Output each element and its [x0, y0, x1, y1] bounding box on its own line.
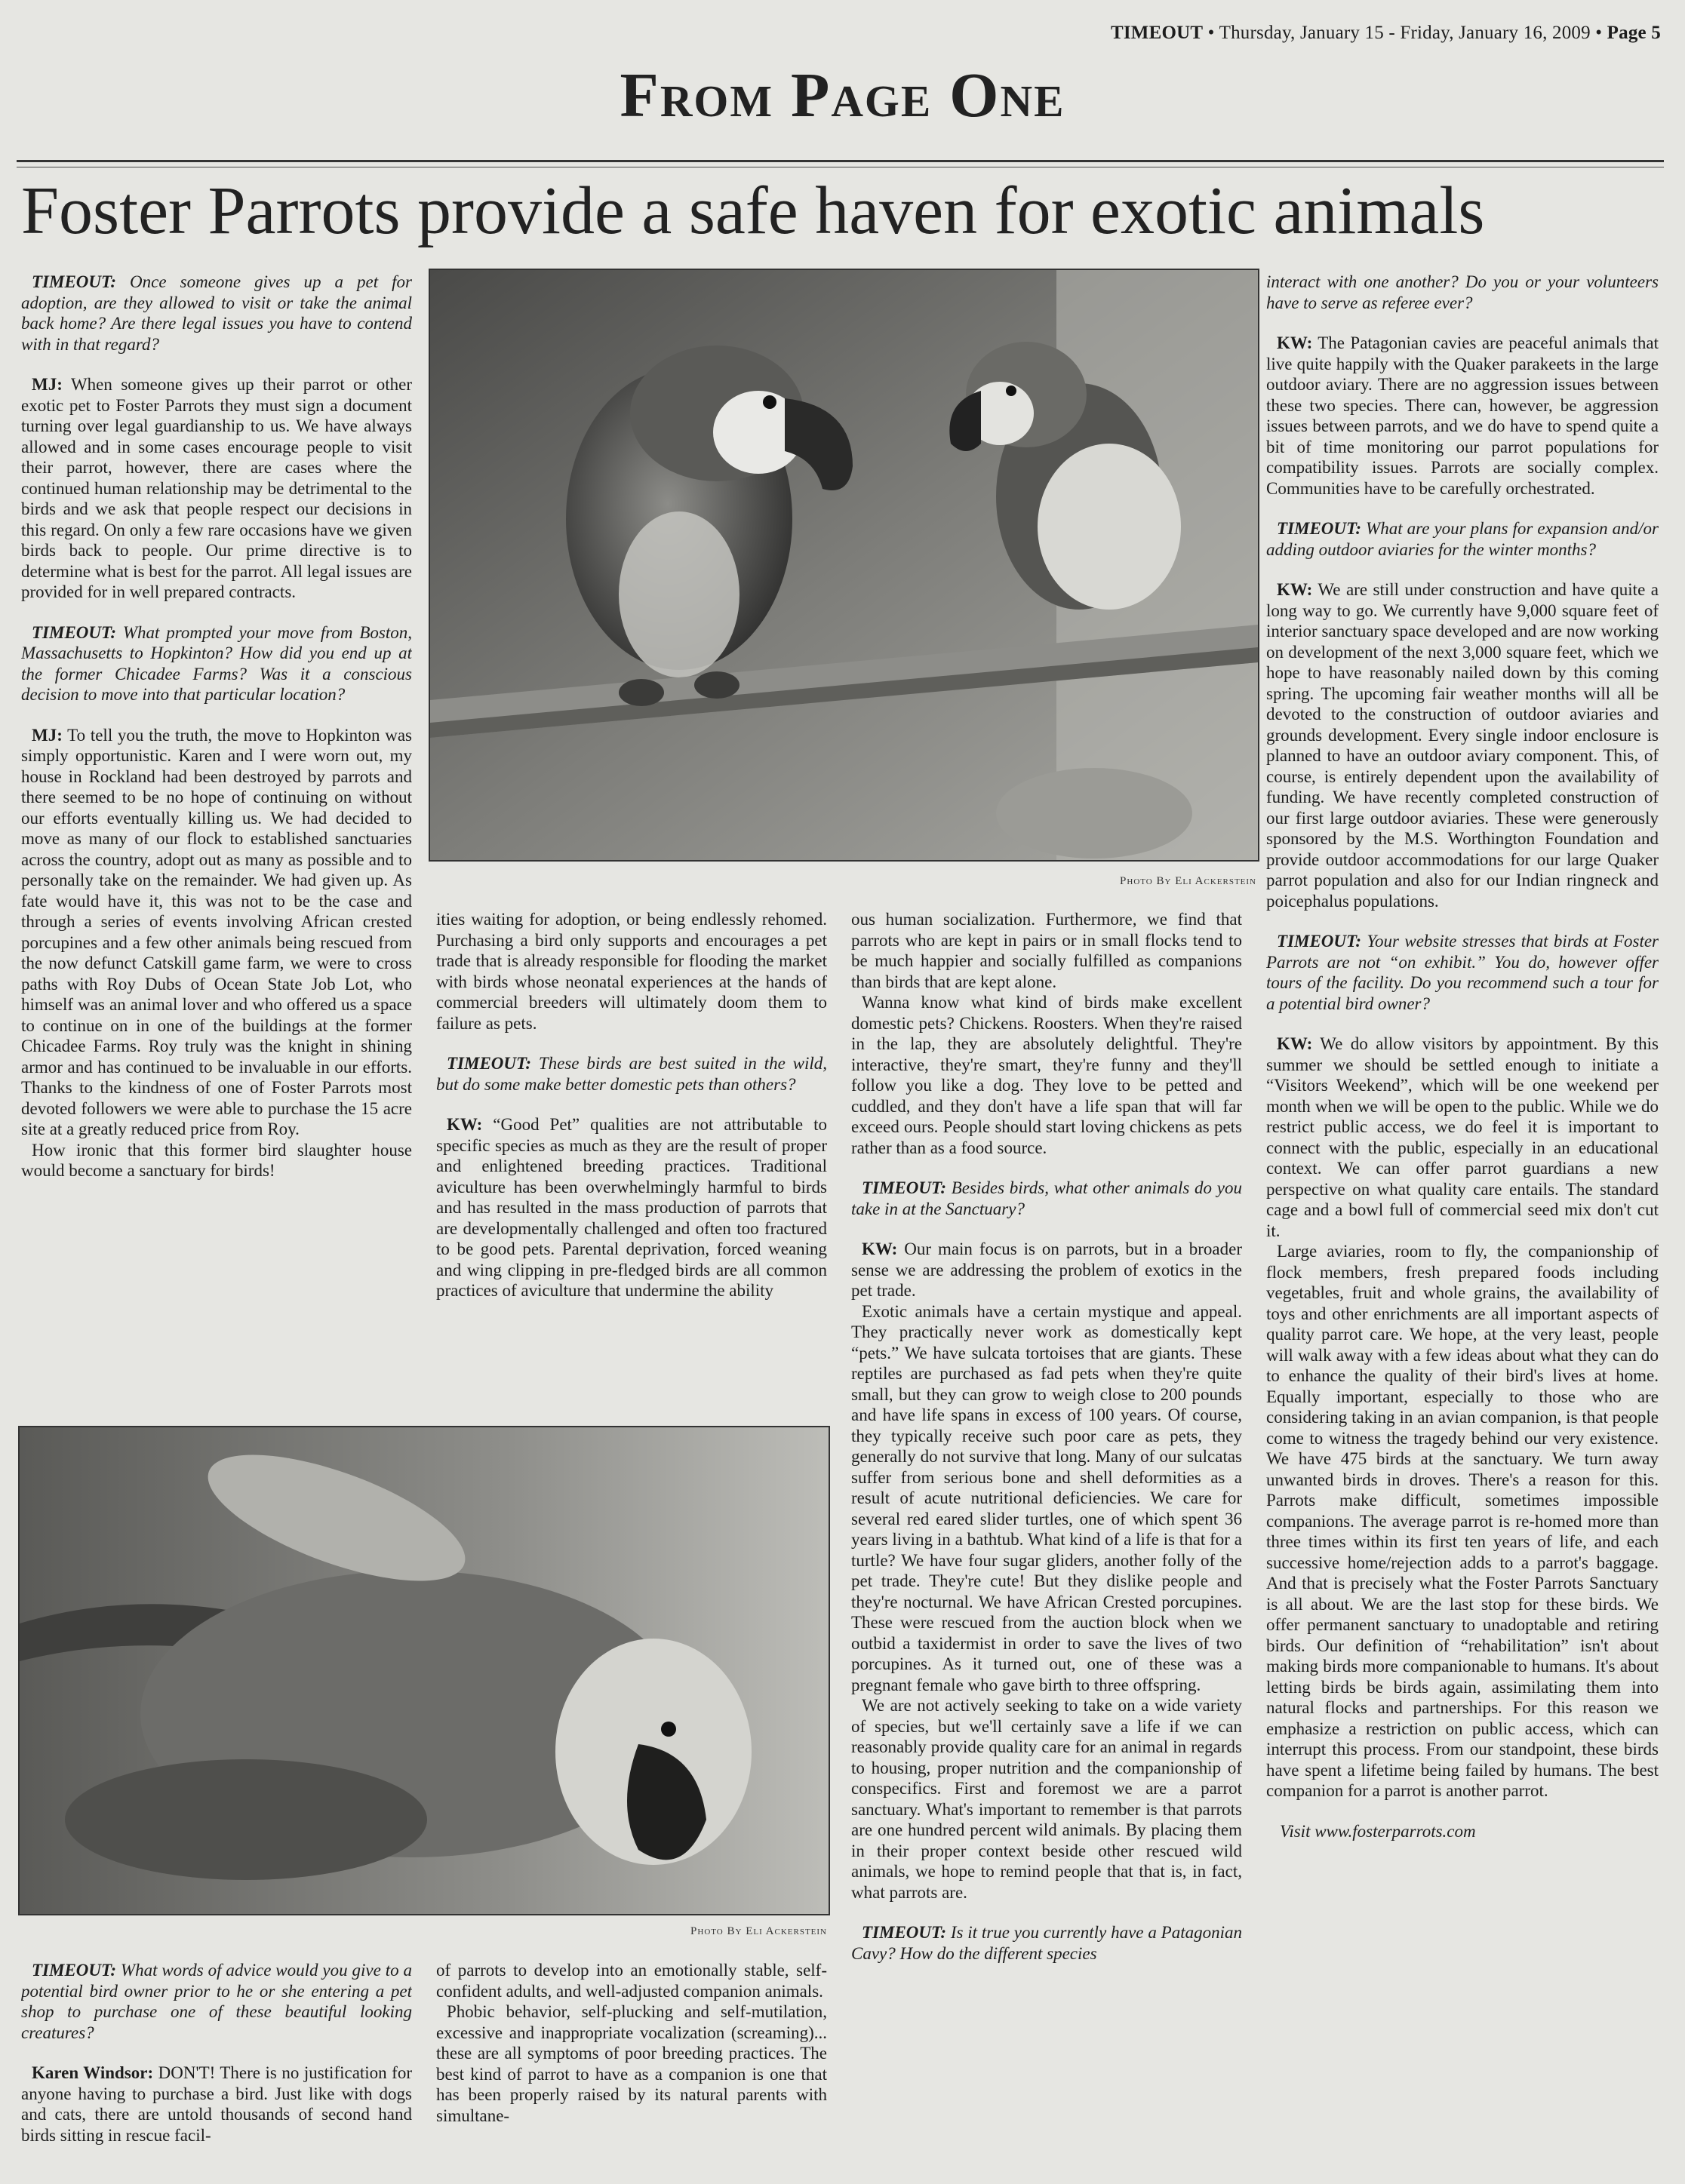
paragraph	[1266, 579, 1659, 911]
photo-credit-top: Photo By Eli Ackerstein	[1120, 875, 1256, 887]
paragraph-text: ities waiting for adoption, or being endlessly rehomed. Purchasing a bird only supports and encourages a pet trade that is already responsible for flooding the market with birds whose neonatal experiences at the hands of commercial breeders will ultimately doom them to failure as pets.	[436, 910, 827, 1033]
speaker: TIMEOUT:	[862, 1923, 947, 1942]
paragraph-text: Large aviaries, room to fly, the companionship of flock members, fresh prepared foods including vegetables, fruit and whole grains, the availability of toys and other enrichments are all important aspects of quality parrot care. We hope, at the very least, people will walk away with a few ideas about what they can do to enhance the quality of their bird's lives at home. Equally important, especially to those who are considering taking in an avian companion, is that people come to witness the tragedy behind our very existence. We have 475 birds at the sanctuary. We turn away unwanted birds in droves. There's a reason for this. Parrots make difficult, sometimes impossible companions. The average parrot is re-homed more than three times within its first ten years of life, and each successive home/rejection adds to a parrot's baggage. And that is precisely what the Foster Parrots Sanctuary is all about. We are the last stop for these birds. We offer permanent sanctuary to unadoptable and retiring birds. Our definition of “rehabilitation” isn't about making birds more companionable to humans. It's about letting birds be birds again, assimilating them into natural flocks and partnerships. For this reason we emphasize a restriction on public access, which can interrupt this process. From our standpoint, these birds have spent a lifetime being failed by humans. The best companion for a parrot is another parrot.	[1266, 1242, 1659, 1800]
speaker: MJ:	[32, 375, 63, 394]
paragraph	[851, 1178, 1242, 1219]
paragraph	[436, 909, 827, 1034]
paragraph-text: of parrots to develop into an emotionally stable, self-confident adults, and well-adjusted companion animals.	[436, 1961, 827, 2001]
paragraph	[21, 725, 412, 1140]
paragraph	[1266, 518, 1659, 560]
paper-name: TIMEOUT	[1110, 23, 1204, 43]
paragraph-text: These birds are best suited in the wild, but do some make better domestic pets than others?	[436, 1054, 827, 1094]
speaker: TIMEOUT:	[32, 622, 117, 642]
paragraph-text: Once someone gives up a pet for adoption, are they allowed to visit or take the animal back home? Are there legal issues you have to contend with in that regard?	[21, 272, 412, 354]
paragraph-text: interact with one another? Do you or your volunteers have to serve as referee ever?	[1266, 272, 1659, 312]
speaker: TIMEOUT:	[1277, 932, 1362, 951]
paragraph	[1266, 931, 1659, 1014]
speaker: TIMEOUT:	[1277, 519, 1362, 538]
paragraph	[436, 1960, 827, 2001]
paragraph	[1266, 1034, 1659, 1241]
macaws-illustration	[430, 270, 1258, 860]
paragraph-text: DON'T! There is no justification for anyone having to purchase a bird. Just like with dogs and cats, there are untold thousands of second hand birds sitting in rescue facil-	[21, 2063, 412, 2145]
paragraph-text: What prompted your move from Boston, Massachusetts to Hopkinton? How did you end up at the former Chicadee Farms? Was it a conscious decision to move into that particular location?	[21, 622, 412, 704]
paragraph-text: When someone gives up their parrot or other exotic pet to Foster Parrots they must sign a document turning over legal guardianship to us. We have always allowed and in some cases encourage people to visit their parrot, however, there are cases where the continued human relationship may be detrimental to the birds and we ask that people respect our decisions in this regard. On only a few rare occasions have we given birds back to people. Our prime directive is to determine what is best for the parrot. All legal issues are provided for in well prepared contracts.	[21, 375, 412, 601]
paragraph	[21, 374, 412, 603]
speaker: KW:	[447, 1115, 483, 1134]
paragraph-text: We are not actively seeking to take on a wide variety of species, but we'll certainly save a life if we can reasonably provide quality care for an animal in regards to housing, proper nutrition and the companionship of conspecifics. First and foremost we are a parrot sanctuary. What's important to remember is that parrots are one hundred percent wild animals. By placing them in their proper context beside other rescued wild animals, we hope to remind people that that is, in fact, what parrots are.	[851, 1696, 1242, 1902]
paragraph	[851, 1695, 1242, 1903]
paragraph	[21, 622, 412, 705]
speaker: KW:	[1277, 580, 1313, 599]
paragraph-text: How ironic that this former bird slaughter house would become a sanctuary for birds!	[21, 1140, 412, 1180]
paragraph	[21, 272, 412, 355]
paragraph-text: Phobic behavior, self-plucking and self-mutilation, excessive and inappropriate vocalization (screaming)... these are all symptoms of poor breeding practices. The best kind of parrot to have as a companion is one that has been properly raised by its natural parents with simultane-	[436, 2002, 827, 2125]
paragraph	[436, 1114, 827, 1301]
parrot-illustration	[20, 1427, 829, 1914]
paragraph	[1266, 272, 1659, 313]
photo-credit-bottom: Photo By Eli Ackerstein	[690, 1925, 827, 1937]
paragraph	[1266, 1241, 1659, 1802]
paragraph-text: Our main focus is on parrots, but in a broader sense we are addressing the problem of exotics in the pet trade.	[851, 1239, 1242, 1300]
header-separator-2: •	[1590, 23, 1607, 43]
column-1	[21, 272, 412, 1377]
paragraph-text: The Patagonian cavies are peaceful animals that live quite happily with the Quaker parakeets in the large outdoor aviary. There are no aggression issues between these two species. There can, however, be aggression issues between parrots, and we do have to spend quite a bit of time monitoring our parrot populations for compatibility issues. Parrots are socially complex. Communities have to be carefully orchestrated.	[1266, 333, 1659, 498]
speaker: MJ:	[32, 725, 63, 745]
paragraph	[851, 992, 1242, 1158]
speaker: KW:	[862, 1239, 898, 1258]
paragraph-text: Is it true you currently have a Patagonian Cavy? How do the different species	[851, 1923, 1242, 1963]
paragraph-text: Exotic animals have a certain mystique and appeal. They practically never work as domestically kept “pets.” We have sulcata tortoises that are giants. These reptiles are purchased as fad pets when they're quite small, but they can grow to weigh close to 200 pounds and have life spans in excess of 100 years. Of course, they typically receive such poor care as pets, they generally do not survive that long. Many of our sulcatas suffer from serious bone and shell deformities as a result of acute nutritional deficiencies. We care for several red eared slider turtles, one of which spent 36 years living in a bathtub. What kind of a life is that for a turtle? We have four sugar gliders, another folly of the pet trade. They're cute! But they dislike people and they're nocturnal. We have African Crested porcupines. These were rescued from the auction block when we outbid a taxidermist in order to save the lives of two porcupines. As it turned out, one of these was a pregnant female who gave birth to three offspring.	[851, 1301, 1242, 1694]
column-2	[436, 909, 827, 1392]
paragraph-text: We are still under construction and have quite a long way to go. We currently have 9,000 square feet of interior sanctuary space developed and are now working on development of the next 3,000 square feet, which we hope to have reasonably nailed down by this coming spring. The upcoming fair weather months will all be devoted to the construction of outdoor aviaries and grounds development. Every single indoor enclosure is planned to have an outdoor aviary component. This, of course, is entirely dependent upon the availability of funding. We have recently completed construction of our first large outdoor aviaries. These were generously sponsored by the M.S. Worthington Foundation and provide outdoor accommodations for our large Quaker parrot population and also for our Indian ringneck and poicephalus populations.	[1266, 580, 1659, 911]
column-2-bottom	[436, 1960, 827, 2179]
paragraph	[851, 1239, 1242, 1301]
paragraph	[851, 1922, 1242, 1964]
speaker: TIMEOUT:	[32, 1961, 117, 1980]
paragraph	[21, 1960, 412, 2043]
speaker: TIMEOUT:	[862, 1178, 947, 1197]
issue-date: Thursday, January 15 - Friday, January 16, 2009	[1219, 23, 1591, 43]
paragraph	[436, 2001, 827, 2126]
paragraph-text: Besides birds, what other animals do you take in at the Sanctuary?	[851, 1178, 1242, 1218]
paragraph	[851, 909, 1242, 992]
speaker: KW:	[1277, 1034, 1313, 1053]
page-header	[1111, 23, 1661, 44]
column-4	[1266, 272, 1659, 2179]
speaker: KW:	[1277, 333, 1313, 352]
paragraph-text: ous human socialization. Furthermore, we find that parrots who are kept in pairs or in small flocks tend to be much happier and socially fulfilled as companions than birds that are kept alone.	[851, 910, 1242, 991]
paragraph-text: What are your plans for expansion and/or adding outdoor aviaries for the winter months?	[1266, 519, 1659, 559]
macaws-photo	[429, 269, 1259, 862]
speaker: Karen Windsor:	[32, 2063, 154, 2082]
paragraph-text: We do allow visitors by appointment. By this summer we should be settled enough to initiate a “Visitors Weekend”, which will be one weekend per month when we will be open to the public. While we do restrict public access, we do feel it is important to connect with the public, especially in an educational context. We can offer parrot guardians a new perspective on what quality care entails. The standard cage and a bowl full of commercial seed mix don't cut it.	[1266, 1034, 1659, 1240]
speaker: TIMEOUT:	[32, 272, 117, 291]
paragraph	[21, 1140, 412, 1181]
column-3	[851, 909, 1242, 2179]
paragraph	[436, 1053, 827, 1095]
section-kicker: From Page One	[620, 60, 1065, 131]
paragraph-text: What words of advice would you give to a potential bird owner prior to he or she entering a pet shop to purchase one of these beautiful looking creatures?	[21, 1961, 412, 2042]
paragraph-text: Your website stresses that birds at Foster Parrots are not “on exhibit.” You do, however offer tours of the facility. Do you recommend such a tour for a potential bird owner?	[1266, 932, 1659, 1013]
header-separator: •	[1203, 23, 1219, 43]
column-1-bottom	[21, 1960, 412, 2179]
parrot-photo	[18, 1426, 830, 1915]
headline: Foster Parrots provide a safe haven for exotic animals	[21, 174, 1485, 248]
paragraph	[21, 2063, 412, 2146]
page-number: Page 5	[1607, 23, 1661, 43]
paragraph	[851, 1301, 1242, 1696]
website-link[interactable]: Visit www.fosterparrots.com	[1280, 1821, 1476, 1841]
speaker: TIMEOUT:	[447, 1054, 532, 1073]
paragraph-text: To tell you the truth, the move to Hopkinton was simply opportunistic. Karen and I were worn out, my house in Rockland had been destroyed by parrots and there seemed to be no hope of continuing on without our efforts eventually killing us. We had decided to move as many of our flock to established sanctuaries across the country, adopt out as many as possible and to personally take on the remainder. We had given up. As fate would have it, this was not to be the case and through a series of events involving African crested porcupines and a few other animals being rescued from the now defunct Catskill game farm, we were to cross paths with Roy Dubs of Ocean State Job Lot, who himself was an animal lover and who offered us a space to continue on in one of the buildings at the former Chicadee Farms. Roy truly was the knight in shining armor and has continued to be invaluable in our efforts. Thanks to the kindness of one of Foster Parrots most devoted followers we were able to purchase the 15 acre site at a greatly reduced price from Roy.	[21, 725, 412, 1138]
paragraph-text: “Good Pet” qualities are not attributable to specific species as much as they are the result of proper and enlightened breeding practices. Traditional aviculture has been overwhelmingly harmful to birds and has resulted in the mass production of parrots that are developmentally challenged and often too fractured to be good pets. Parental deprivation, forced weaning and wing clipping in pre-fledged birds are all common practices of aviculture that undermine the ability	[436, 1115, 827, 1300]
paragraph	[1266, 333, 1659, 499]
paragraph-text: Wanna know what kind of birds make excellent domestic pets? Chickens. Roosters. When they're raised in the lap, they are absolutely delightful. They're interactive, they're smart, they're funny and they'll follow you like a dog. They love to be petted and cuddled, and they don't have a life span that will far exceed ours. People should start loving chickens as pets rather than as a food source.	[851, 993, 1242, 1157]
divider-rule	[17, 160, 1664, 162]
